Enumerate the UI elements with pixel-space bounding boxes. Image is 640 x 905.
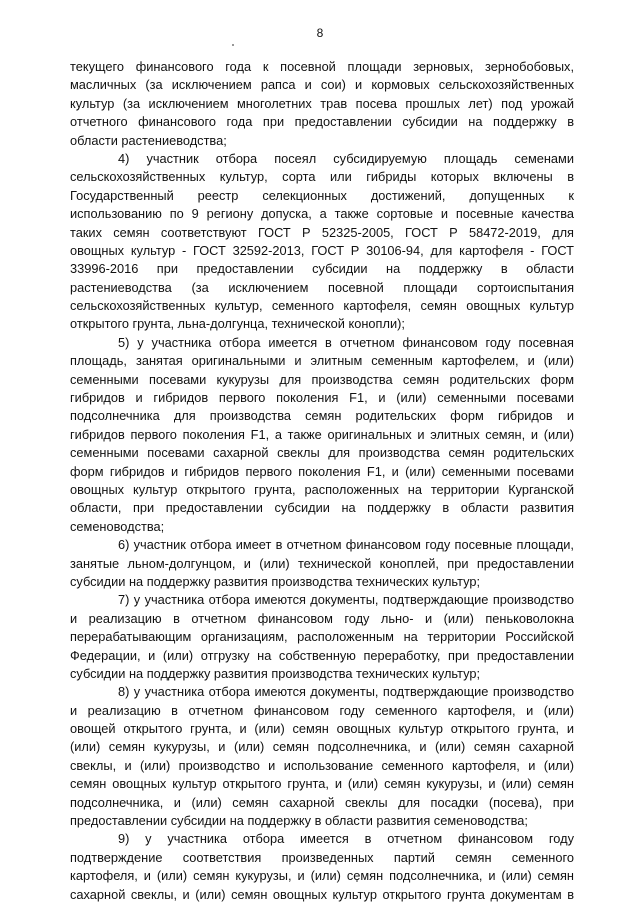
text-line: масличных (за исключением рапса и сои) и кормовых сельскохозяйственных <box>70 77 574 93</box>
text-line: 33996-2016 при предоставлении субсидии на поддержку в области <box>70 261 574 277</box>
text-line: 6) участник отбора имеет в отчетном финансовом году посевные площади, <box>118 537 574 553</box>
text-line: гибридов первого поколения F1, а также оригинальных и элитных семян, и (или) <box>70 426 574 442</box>
text-line: 7) у участника отбора имеются документы, подтверждающие производство <box>118 592 574 608</box>
text-line: сахарной свеклы, и (или) семян овощных культур открытого грунта документам в <box>70 886 574 902</box>
text-line: занятые льном-долгунцом, и (или) технической коноплей, при предоставлении <box>70 555 574 571</box>
text-line: 4) участник отбора посеял субсидируемую площадь семенами <box>118 150 574 166</box>
text-line: текущего финансового года к посевной площади зерновых, зернобобовых, <box>70 59 574 74</box>
text-line: семеноводства; <box>70 518 165 534</box>
text-line: свеклы, и (или) производство и использование семенного картофеля, и (или) <box>70 757 574 773</box>
text-line: области растениеводства; <box>70 132 227 148</box>
scan-speck <box>232 44 234 46</box>
text-line: предоставлении субсидии на поддержку в области развития семеноводства; <box>70 813 528 829</box>
text-line: подтверждение соответствия произведенных партий семян семенного <box>70 849 574 865</box>
text-line: Федерации, и (или) отгрузку на собственную переработку, при предоставлении <box>70 647 574 663</box>
text-line: Государственный реестр селекционных достижений, допущенных к <box>70 187 574 203</box>
text-line: овощных культур открытого грунта, расположенных на территории Курганской <box>70 481 574 497</box>
text-line: гибридов и гибридов первого поколения F1, и (или) семенными посевами <box>70 390 574 406</box>
text-line: (или) семян кукурузы, и (или) семян подсолнечника, и (или) семян сахарной <box>70 739 574 755</box>
document-body <box>70 58 574 904</box>
text-line: использованию по 9 региону допуска, а также сортовые и посевные качества <box>70 206 574 222</box>
text-line: 5) у участника отбора имеется в отчетном финансовом году посевная <box>118 334 574 350</box>
text-line: отчетного финансового года при предоставлении субсидии на поддержку в <box>70 114 574 130</box>
text-line: таких семян соответствуют ГОСТ Р 52325-2005, ГОСТ Р 58472-2019, для <box>70 224 574 240</box>
text-line: семенными посевами сахарной свеклы для производства семян родительских <box>70 445 574 461</box>
text-line: и реализацию в отчетном финансовом году льно- и (или) пеньковолокна <box>70 610 574 626</box>
text-line: растениеводства (за исключением посевной площади сортоиспытания <box>70 279 574 295</box>
text-line: субсидии на поддержку развития производства технических культур; <box>70 665 481 681</box>
text-line: перерабатывающим организациям, расположенным на территории Российской <box>70 629 574 645</box>
text-line: овощных культур - ГОСТ 32592-2013, ГОСТ Р 30106-94, для картофеля - ГОСТ <box>70 242 574 258</box>
text-line: субсидии на поддержку развития производства технических культур; <box>70 573 481 589</box>
text-line: 8) у участника отбора имеются документы, подтверждающие производство <box>118 684 574 700</box>
text-line: и реализацию в отчетном финансовом году семенного картофеля, и (или) <box>70 702 574 718</box>
text-line: овощей открытого грунта, и (или) семян овощных культур открытого грунта, и <box>70 721 574 737</box>
text-line: области, при предоставлении субсидии на поддержку в области развития <box>70 500 574 516</box>
text-line: подсолнечника, и (или) семян сахарной свеклы для посадки (посева), при <box>70 794 574 810</box>
text-line: сельскохозяйственных культур, семенного картофеля, семян овощных культур <box>70 298 574 314</box>
text-line: форм гибридов и гибридов первого поколения F1, и (или) семенными посевами <box>70 463 574 479</box>
text-line: площадь, занятая оригинальными и элитным семенным картофелем, и (или) <box>70 353 574 369</box>
text-line: культур (за исключением многолетних трав посева прошлых лет) под урожай <box>70 95 574 111</box>
text-line: 9) у участника отбора имеется в отчетном финансовом году <box>118 831 574 847</box>
text-line: картофеля, и (или) семян кукурузы, и (или) семян подсолнечника, и (или) семян <box>70 868 574 884</box>
text-line: семенными посевами кукурузы для производства семян родительских форм <box>70 371 574 387</box>
text-line: открытого грунта, льна-долгунца, технической конопли); <box>70 316 405 332</box>
text-line: сельскохозяйственных культур, сорта или гибриды которых включены в <box>70 169 574 185</box>
text-line: подсолнечника для производства семян родительских форм гибридов и <box>70 408 574 424</box>
text-line: семян овощных культур открытого грунта, и (или) семян кукурузы, и (или) семян <box>70 776 574 792</box>
page-number: 8 <box>316 26 324 40</box>
